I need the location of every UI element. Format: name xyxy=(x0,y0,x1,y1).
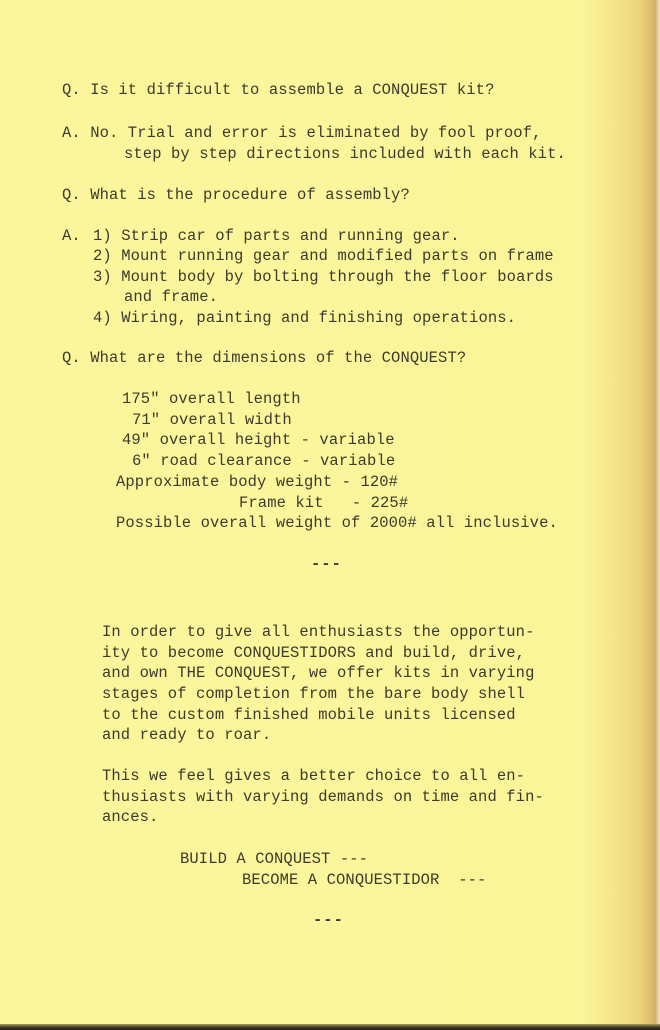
paragraph-1-line-5: to the custom finished mobile units licensed xyxy=(102,706,516,724)
separator-2: --- xyxy=(313,911,344,929)
paragraph-1-line-3: and own THE CONQUEST, we offer kits in varying xyxy=(102,664,535,682)
separator-1: --- xyxy=(311,555,342,573)
page-right-edge xyxy=(654,0,660,1024)
paragraph-2-line-3: ances. xyxy=(102,808,159,826)
paragraph-1-line-6: and ready to roar. xyxy=(102,726,272,744)
step-2: 2) Mount running gear and modified parts on frame xyxy=(93,247,554,265)
paragraph-2-line-1: This we feel gives a better choice to all en- xyxy=(102,767,526,785)
paragraph-1-line-4: stages of completion from the bare body shell xyxy=(102,685,526,703)
question-1: Q. Is it difficult to assemble a CONQUEST kit? xyxy=(62,81,495,99)
step-1: 1) Strip car of parts and running gear. xyxy=(93,227,460,245)
paragraph-2-line-2: thusiasts with varying demands on time and fin- xyxy=(102,788,544,806)
dimension-overall-weight: Possible overall weight of 2000# all inclusive. xyxy=(116,514,558,532)
paragraph-1-line-2: ity to become CONQUESTIDORS and build, drive, xyxy=(102,644,526,662)
dimension-width: 71" overall width xyxy=(132,411,292,429)
answer-2-prefix: A. xyxy=(62,227,81,245)
dimension-length: 175" overall length xyxy=(122,390,301,408)
page-bottom-edge xyxy=(0,1024,660,1030)
step-3: 3) Mount body by bolting through the floor boards xyxy=(93,268,554,286)
answer-1-line-2: step by step directions included with each kit. xyxy=(124,145,566,163)
dimension-clearance: 6" road clearance - variable xyxy=(132,452,396,470)
step-3-continued: and frame. xyxy=(124,288,219,306)
dimension-height: 49" overall height - variable xyxy=(122,431,395,449)
slogan-line-1: BUILD A CONQUEST --- xyxy=(180,850,369,868)
dimension-frame-kit: Frame kit - 225# xyxy=(239,494,409,512)
slogan-line-2: BECOME A CONQUESTIDOR --- xyxy=(242,871,487,889)
paragraph-1-line-1: In order to give all enthusiasts the opportun- xyxy=(102,623,535,641)
step-4: 4) Wiring, painting and finishing operations. xyxy=(93,309,517,327)
question-2: Q. What is the procedure of assembly? xyxy=(62,186,410,204)
dimension-body-weight: Approximate body weight - 120# xyxy=(116,473,399,491)
answer-1-line-1: A. No. Trial and error is eliminated by fool proof, xyxy=(62,124,542,142)
question-3: Q. What are the dimensions of the CONQUEST? xyxy=(62,349,467,367)
